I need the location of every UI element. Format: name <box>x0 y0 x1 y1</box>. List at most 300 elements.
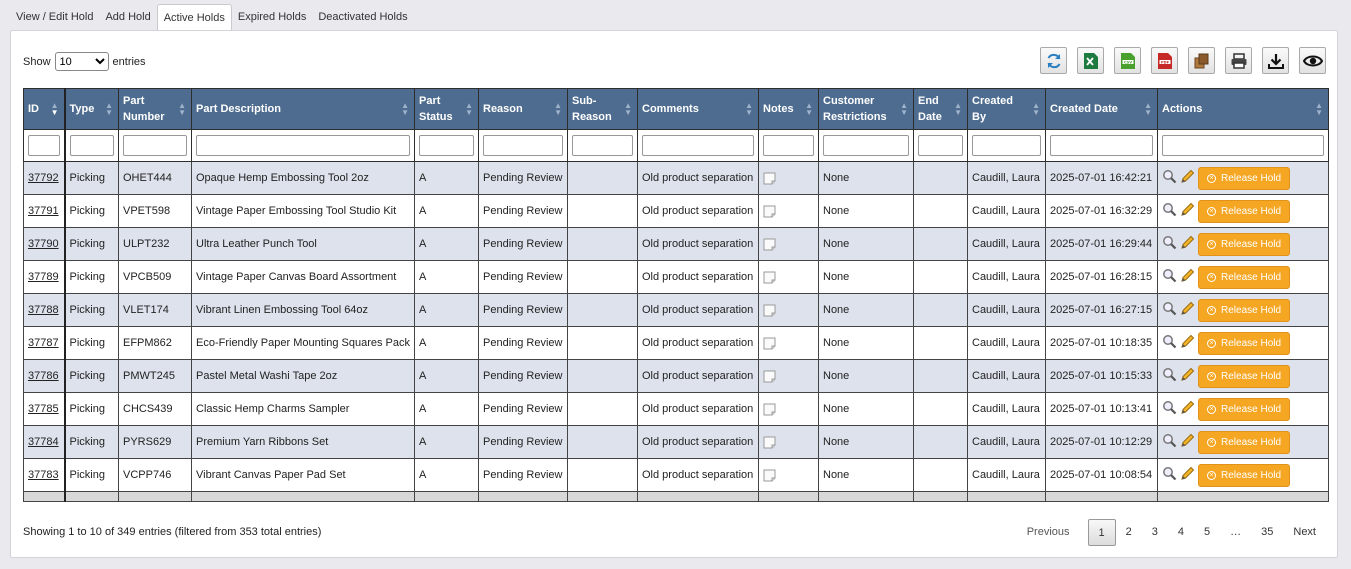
part-status-cell: A <box>415 228 479 261</box>
part-description-cell: Vintage Paper Embossing Tool Studio Kit <box>192 195 415 228</box>
note-icon[interactable] <box>763 337 776 353</box>
sub-reason-cell <box>568 162 638 195</box>
holds-table <box>23 88 1329 502</box>
pencil-icon <box>1180 433 1195 448</box>
column-label: Part Status <box>419 95 453 123</box>
part-number-cell: PYRS629 <box>119 426 192 459</box>
column-visibility-button[interactable] <box>1299 47 1326 74</box>
end-date-cell <box>914 294 968 327</box>
comments-cell: Old product separation <box>638 360 759 393</box>
reason-cell: Pending Review <box>479 393 568 426</box>
row-actions <box>1162 200 1324 223</box>
pencil-icon <box>1180 367 1195 382</box>
filter-cell <box>819 130 914 162</box>
notes-cell <box>759 228 819 261</box>
csv-export-button[interactable] <box>1114 47 1141 74</box>
notes-cell <box>759 459 819 492</box>
filter-created-date-input[interactable] <box>1050 135 1153 156</box>
sub-reason-cell <box>568 426 638 459</box>
comments-cell: Old product separation <box>638 459 759 492</box>
magnifier-icon <box>1162 169 1177 184</box>
filter-part-description-input[interactable] <box>196 135 410 156</box>
entries-per-page-select[interactable] <box>55 52 109 71</box>
strip-cell <box>479 492 568 502</box>
actions-cell <box>1158 360 1329 393</box>
part-status-cell: A <box>415 360 479 393</box>
close-circle-icon: × <box>1207 306 1216 315</box>
table-row <box>24 393 1329 426</box>
active-holds-panel <box>10 30 1338 558</box>
strip-cell <box>638 492 759 502</box>
created-date-cell: 2025-07-01 10:13:41 <box>1046 393 1158 426</box>
view-button[interactable] <box>1162 466 1177 484</box>
sub-reason-cell <box>568 294 638 327</box>
release-hold-button[interactable] <box>1198 167 1290 190</box>
created-date-cell: 2025-07-01 16:29:44 <box>1046 228 1158 261</box>
filter-cell <box>1158 130 1329 162</box>
page-ellipsis: … <box>1230 526 1242 538</box>
created-by-cell: Caudill, Laura <box>968 360 1046 393</box>
column-header-comments[interactable] <box>638 89 759 130</box>
hold-id-link[interactable]: 37789 <box>28 271 59 283</box>
filter-comments-input[interactable] <box>642 135 754 156</box>
page-button-1[interactable]: 1 <box>1088 519 1116 546</box>
release-hold-label: Release Hold <box>1221 172 1282 184</box>
view-button[interactable] <box>1162 268 1177 286</box>
table-row <box>24 195 1329 228</box>
pencil-icon <box>1180 235 1195 250</box>
column-label: Type <box>69 103 95 115</box>
type-cell: Picking <box>65 426 119 459</box>
end-date-cell <box>914 360 968 393</box>
sort-desc-icon: ▲ ▼ <box>50 101 59 117</box>
type-cell: Picking <box>65 459 119 492</box>
sort-icon: ▲ ▼ <box>554 101 562 117</box>
notes-cell <box>759 261 819 294</box>
magnifier-icon <box>1162 466 1177 481</box>
table-row <box>24 228 1329 261</box>
release-hold-button[interactable] <box>1198 332 1290 355</box>
part-number-cell: VLET174 <box>119 294 192 327</box>
strip-cell <box>192 492 415 502</box>
actions-cell <box>1158 195 1329 228</box>
table-row <box>24 426 1329 459</box>
column-label: End Date <box>918 95 942 123</box>
id-cell <box>24 426 65 459</box>
created-by-cell: Caudill, Laura <box>968 327 1046 360</box>
hold-id-link[interactable]: 37785 <box>28 403 59 415</box>
part-number-cell: ULPT232 <box>119 228 192 261</box>
release-hold-label: Release Hold <box>1221 304 1282 316</box>
notes-cell <box>759 360 819 393</box>
sub-reason-cell <box>568 360 638 393</box>
edit-button[interactable] <box>1180 334 1195 352</box>
id-cell <box>24 459 65 492</box>
row-actions <box>1162 299 1324 322</box>
close-circle-icon: × <box>1207 240 1216 249</box>
customer-restrictions-cell: None <box>819 360 914 393</box>
type-cell: Picking <box>65 162 119 195</box>
edit-button[interactable] <box>1180 367 1195 385</box>
next-page-button[interactable]: Next <box>1293 526 1316 538</box>
part-number-cell: VPCB509 <box>119 261 192 294</box>
page-button-5[interactable]: 5 <box>1204 526 1211 538</box>
filter-cell <box>968 130 1046 162</box>
row-actions <box>1162 365 1324 388</box>
copy-icon <box>1193 52 1211 70</box>
hold-id-link[interactable]: 37790 <box>28 238 59 250</box>
excel-export-button[interactable] <box>1077 47 1104 74</box>
entries-label: entries <box>112 55 146 68</box>
magnifier-icon <box>1162 334 1177 349</box>
notes-cell <box>759 327 819 360</box>
sub-reason-cell <box>568 195 638 228</box>
column-label: Comments <box>642 103 699 115</box>
customer-restrictions-cell: None <box>819 393 914 426</box>
column-label: Part Number <box>123 95 165 123</box>
export-toolbar <box>1040 47 1326 74</box>
actions-cell <box>1158 294 1329 327</box>
table-row <box>24 459 1329 492</box>
excel-icon <box>1083 52 1099 70</box>
created-date-cell: 2025-07-01 16:42:21 <box>1046 162 1158 195</box>
hold-id-link[interactable]: 37787 <box>28 337 59 349</box>
hold-id-link[interactable]: 37784 <box>28 436 59 448</box>
notes-cell <box>759 195 819 228</box>
view-button[interactable] <box>1162 301 1177 319</box>
edit-button[interactable] <box>1180 268 1195 286</box>
hold-id-link[interactable]: 37783 <box>28 469 59 481</box>
magnifier-icon <box>1162 400 1177 415</box>
previous-page-button[interactable]: Previous <box>1026 526 1070 538</box>
release-hold-button[interactable] <box>1198 266 1290 289</box>
edit-button[interactable] <box>1180 202 1195 220</box>
part-number-cell: VCPP746 <box>119 459 192 492</box>
customer-restrictions-cell: None <box>819 261 914 294</box>
reason-cell: Pending Review <box>479 426 568 459</box>
pencil-icon <box>1180 202 1195 217</box>
id-cell <box>24 393 65 426</box>
note-icon[interactable] <box>763 304 776 320</box>
strip-cell <box>819 492 914 502</box>
id-cell <box>24 162 65 195</box>
column-header-part-status[interactable] <box>415 89 479 130</box>
created-by-cell: Caudill, Laura <box>968 228 1046 261</box>
actions-cell <box>1158 261 1329 294</box>
edit-button[interactable] <box>1180 466 1195 484</box>
note-icon[interactable] <box>763 238 776 254</box>
notes-cell <box>759 294 819 327</box>
filter-type-input[interactable] <box>70 135 115 156</box>
type-cell: Picking <box>65 294 119 327</box>
comments-cell: Old product separation <box>638 228 759 261</box>
column-header-id[interactable] <box>24 89 65 130</box>
header-row <box>24 89 1329 130</box>
end-date-cell <box>914 261 968 294</box>
customer-restrictions-cell: None <box>819 228 914 261</box>
copy-button[interactable] <box>1188 47 1215 74</box>
hold-id-link[interactable]: 37792 <box>28 172 59 184</box>
magnifier-icon <box>1162 202 1177 217</box>
comments-cell: Old product separation <box>638 393 759 426</box>
strip-cell <box>65 492 119 502</box>
part-description-cell: Pastel Metal Washi Tape 2oz <box>192 360 415 393</box>
sub-reason-cell <box>568 261 638 294</box>
pdf-export-button[interactable] <box>1151 47 1178 74</box>
filter-end-date-input[interactable] <box>918 135 963 156</box>
sub-reason-cell <box>568 393 638 426</box>
type-cell: Picking <box>65 261 119 294</box>
reason-cell: Pending Review <box>479 459 568 492</box>
filter-customer-restrictions-input[interactable] <box>823 135 909 156</box>
customer-restrictions-cell: None <box>819 426 914 459</box>
note-icon[interactable] <box>763 469 776 485</box>
sort-icon: ▲ ▼ <box>105 101 113 117</box>
page-button-3[interactable]: 3 <box>1151 526 1158 538</box>
close-circle-icon: × <box>1207 438 1216 447</box>
edit-button[interactable] <box>1180 433 1195 451</box>
id-cell <box>24 228 65 261</box>
tab-active-holds[interactable]: Active Holds <box>157 4 232 31</box>
edit-button[interactable] <box>1180 169 1195 187</box>
release-hold-button[interactable] <box>1198 200 1290 223</box>
hold-id-link[interactable]: 37791 <box>28 205 59 217</box>
part-description-cell: Vintage Paper Canvas Board Assortment <box>192 261 415 294</box>
download-icon <box>1267 52 1285 70</box>
close-circle-icon: × <box>1207 405 1216 414</box>
note-icon[interactable] <box>763 436 776 452</box>
customer-restrictions-cell: None <box>819 327 914 360</box>
customer-restrictions-cell: None <box>819 294 914 327</box>
strip-cell <box>759 492 819 502</box>
created-date-cell: 2025-07-01 10:15:33 <box>1046 360 1158 393</box>
row-actions <box>1162 266 1324 289</box>
column-header-created-date[interactable] <box>1046 89 1158 130</box>
strip-cell <box>568 492 638 502</box>
table-row <box>24 360 1329 393</box>
filter-reason-input[interactable] <box>483 135 563 156</box>
page-button-2[interactable]: 2 <box>1125 526 1132 538</box>
eye-icon <box>1303 53 1323 69</box>
comments-cell: Old product separation <box>638 162 759 195</box>
part-description-cell: Vibrant Linen Embossing Tool 64oz <box>192 294 415 327</box>
view-button[interactable] <box>1162 433 1177 451</box>
edit-button[interactable] <box>1180 235 1195 253</box>
view-button[interactable] <box>1162 202 1177 220</box>
magnifier-icon <box>1162 235 1177 250</box>
part-description-cell: Ultra Leather Punch Tool <box>192 228 415 261</box>
id-cell <box>24 360 65 393</box>
release-hold-button[interactable] <box>1198 431 1290 454</box>
part-status-cell: A <box>415 459 479 492</box>
part-number-cell: EFPM862 <box>119 327 192 360</box>
view-button[interactable] <box>1162 367 1177 385</box>
reason-cell: Pending Review <box>479 228 568 261</box>
magnifier-icon <box>1162 367 1177 382</box>
column-header-reason[interactable] <box>479 89 568 130</box>
release-hold-button[interactable] <box>1198 398 1290 421</box>
refresh-button[interactable] <box>1040 47 1067 74</box>
column-header-created-by[interactable] <box>968 89 1046 130</box>
comments-cell: Old product separation <box>638 426 759 459</box>
type-cell: Picking <box>65 393 119 426</box>
part-status-cell: A <box>415 195 479 228</box>
close-circle-icon: × <box>1207 273 1216 282</box>
filter-created-by-input[interactable] <box>972 135 1041 156</box>
note-icon[interactable] <box>763 370 776 386</box>
view-button[interactable] <box>1162 400 1177 418</box>
id-cell <box>24 261 65 294</box>
row-actions <box>1162 332 1324 355</box>
actions-cell <box>1158 228 1329 261</box>
filter-notes-input[interactable] <box>763 135 814 156</box>
filter-cell <box>479 130 568 162</box>
hold-id-link[interactable]: 37786 <box>28 370 59 382</box>
pencil-icon <box>1180 466 1195 481</box>
filter-cell <box>568 130 638 162</box>
tab-expired-holds[interactable]: Expired Holds <box>237 11 307 23</box>
note-icon[interactable] <box>763 205 776 221</box>
pencil-icon <box>1180 334 1195 349</box>
release-hold-label: Release Hold <box>1221 271 1282 283</box>
tab-add-hold[interactable]: Add Hold <box>105 11 151 23</box>
column-header-sub-reason[interactable] <box>568 89 638 130</box>
show-label: Show <box>23 55 51 68</box>
magnifier-icon <box>1162 268 1177 283</box>
column-header-part-description[interactable] <box>192 89 415 130</box>
column-header-part-number[interactable] <box>119 89 192 130</box>
print-button[interactable] <box>1225 47 1252 74</box>
download-button[interactable] <box>1262 47 1289 74</box>
customer-restrictions-cell: None <box>819 459 914 492</box>
created-by-cell: Caudill, Laura <box>968 195 1046 228</box>
reason-cell: Pending Review <box>479 294 568 327</box>
note-icon[interactable] <box>763 403 776 419</box>
created-by-cell: Caudill, Laura <box>968 426 1046 459</box>
edit-button[interactable] <box>1180 301 1195 319</box>
refresh-icon <box>1045 52 1063 70</box>
created-date-cell: 2025-07-01 16:32:29 <box>1046 195 1158 228</box>
table-row <box>24 162 1329 195</box>
note-icon[interactable] <box>763 172 776 188</box>
page-button-35[interactable]: 35 <box>1261 526 1274 538</box>
release-hold-button[interactable] <box>1198 365 1290 388</box>
actions-cell <box>1158 327 1329 360</box>
customer-restrictions-cell: None <box>819 162 914 195</box>
close-circle-icon: × <box>1207 174 1216 183</box>
release-hold-button[interactable] <box>1198 233 1290 256</box>
id-cell <box>24 327 65 360</box>
view-button[interactable] <box>1162 235 1177 253</box>
column-label: Actions <box>1162 103 1203 115</box>
end-date-cell <box>914 162 968 195</box>
column-header-actions[interactable] <box>1158 89 1329 130</box>
release-hold-label: Release Hold <box>1221 469 1282 481</box>
actions-cell <box>1158 162 1329 195</box>
row-actions <box>1162 398 1324 421</box>
sort-icon: ▲ ▼ <box>805 101 813 117</box>
filter-actions-input[interactable] <box>1162 135 1324 156</box>
column-label: ID <box>28 103 39 115</box>
comments-cell: Old product separation <box>638 294 759 327</box>
column-header-customer-restrictions[interactable] <box>819 89 914 130</box>
column-header-end-date[interactable] <box>914 89 968 130</box>
type-cell: Picking <box>65 360 119 393</box>
tab-deactivated-holds[interactable]: Deactivated Holds <box>318 11 408 23</box>
filter-sub-reason-input[interactable] <box>572 135 633 156</box>
release-hold-label: Release Hold <box>1221 337 1282 349</box>
sort-icon: ▲ ▼ <box>954 101 962 117</box>
filter-id-input[interactable] <box>28 135 60 156</box>
holds-table-wrapper <box>23 88 1328 502</box>
created-by-cell: Caudill, Laura <box>968 459 1046 492</box>
created-by-cell: Caudill, Laura <box>968 162 1046 195</box>
view-button[interactable] <box>1162 334 1177 352</box>
table-bottom-strip <box>24 492 1329 502</box>
reason-cell: Pending Review <box>479 261 568 294</box>
release-hold-button[interactable] <box>1198 299 1290 322</box>
pdf-icon <box>1157 52 1173 70</box>
filter-cell <box>638 130 759 162</box>
column-label: Customer Restrictions <box>823 95 887 123</box>
filter-cell <box>65 130 119 162</box>
created-date-cell: 2025-07-01 10:18:35 <box>1046 327 1158 360</box>
column-label: Reason <box>483 103 523 115</box>
end-date-cell <box>914 459 968 492</box>
type-cell: Picking <box>65 195 119 228</box>
magnifier-icon <box>1162 301 1177 316</box>
filter-cell <box>759 130 819 162</box>
note-icon[interactable] <box>763 271 776 287</box>
strip-cell <box>1158 492 1329 502</box>
filter-cell <box>192 130 415 162</box>
page-button-4[interactable]: 4 <box>1177 526 1184 538</box>
release-hold-button[interactable] <box>1198 464 1290 487</box>
type-cell: Picking <box>65 327 119 360</box>
column-label: Created By <box>972 95 1013 123</box>
pencil-icon <box>1180 400 1195 415</box>
edit-button[interactable] <box>1180 400 1195 418</box>
pagination <box>1017 519 1326 546</box>
hold-id-link[interactable]: 37788 <box>28 304 59 316</box>
part-description-cell: Classic Hemp Charms Sampler <box>192 393 415 426</box>
filter-cell <box>24 130 65 162</box>
part-status-cell: A <box>415 327 479 360</box>
tab-view-edit-hold[interactable]: View / Edit Hold <box>16 11 94 23</box>
column-header-notes[interactable] <box>759 89 819 130</box>
column-label: Part Description <box>196 103 281 115</box>
part-number-cell: CHCS439 <box>119 393 192 426</box>
strip-cell <box>415 492 479 502</box>
part-number-cell: OHET444 <box>119 162 192 195</box>
strip-cell <box>968 492 1046 502</box>
row-actions <box>1162 167 1324 190</box>
filter-part-number-input[interactable] <box>123 135 187 156</box>
view-button[interactable] <box>1162 169 1177 187</box>
row-actions <box>1162 233 1324 256</box>
close-circle-icon: × <box>1207 339 1216 348</box>
release-hold-label: Release Hold <box>1221 238 1282 250</box>
reason-cell: Pending Review <box>479 195 568 228</box>
column-header-type[interactable] <box>65 89 119 130</box>
created-by-cell: Caudill, Laura <box>968 393 1046 426</box>
length-menu <box>23 52 146 71</box>
filter-part-status-input[interactable] <box>419 135 474 156</box>
created-date-cell: 2025-07-01 10:08:54 <box>1046 459 1158 492</box>
pencil-icon <box>1180 169 1195 184</box>
created-date-cell: 2025-07-01 10:12:29 <box>1046 426 1158 459</box>
magnifier-icon <box>1162 433 1177 448</box>
